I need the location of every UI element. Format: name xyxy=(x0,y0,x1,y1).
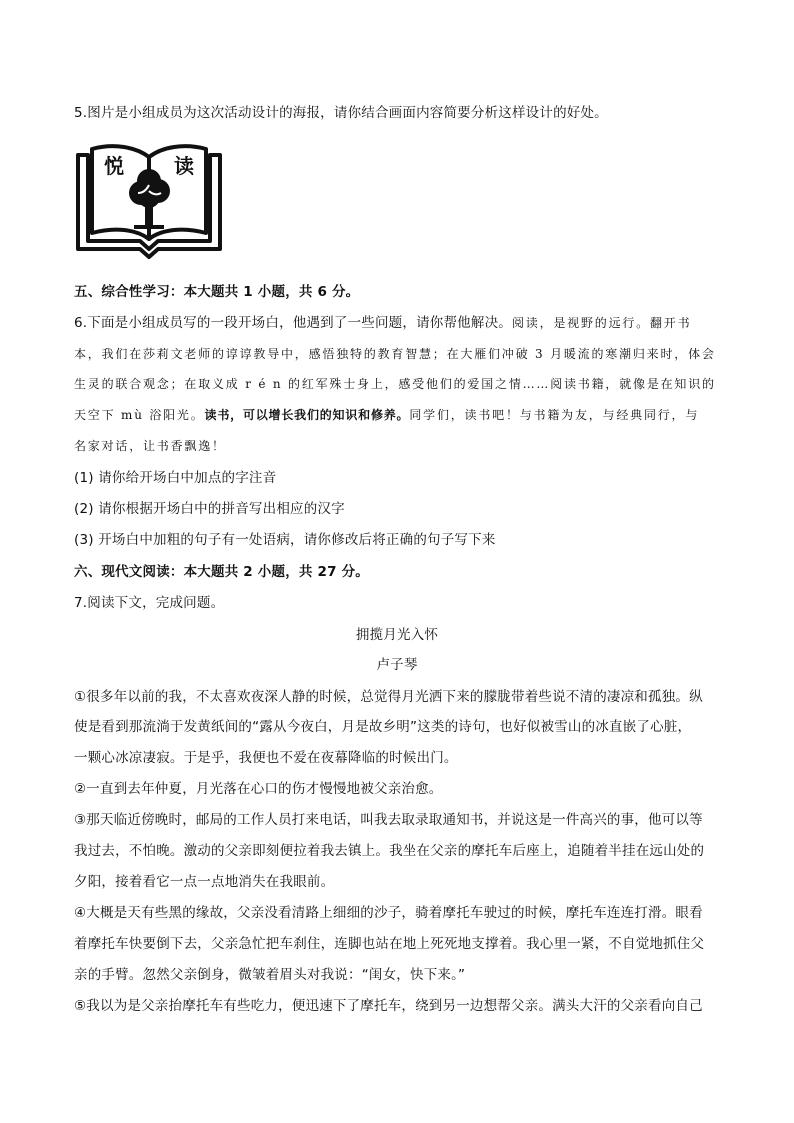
article-line: ③那天临近傍晚时，邮局的工作人员打来电话，叫我去取录取通知书，并说这是一件高兴的事，他可以等 xyxy=(74,812,703,828)
opening-speech-line-4 xyxy=(74,406,720,424)
article-line: 我过去，不怕晚。激动的父亲即刻便拉着我去镇上。我坐在父亲的摩托车后座上，追随着半挂在远山处的 xyxy=(74,843,705,859)
opening-speech-line-4-rest: 同学们，读书吧！与书籍为友，与经典同行，与 xyxy=(409,408,700,422)
article-author: 卢子琴 xyxy=(376,657,418,673)
opening-speech-pinyin-segment: 天空下 mù 浴阳光。 xyxy=(74,408,205,422)
poster-char-left: 悦 xyxy=(104,154,124,178)
section-5-heading: 五、综合性学习：本大题共 1 小题，共 6 分。 xyxy=(74,284,360,300)
question-6-sub-3: (3) 开场白中加粗的句子有一处语病，请你修改后将正确的句子写下来 xyxy=(74,532,496,548)
article-line: ①很多年以前的我，不太喜欢夜深人静的时候，总觉得月光洒下来的朦胧带着些说不清的凄凉和孤独。纵 xyxy=(74,689,703,705)
opening-speech-line-2: 本，我们在莎莉文老师的谆谆教导中，感悟独特的教育智慧；在大雁们冲破 3 月暖流的寒潮归来时，体会 xyxy=(74,347,716,361)
section-6-heading: 六、现代文阅读：本大题共 2 小题，共 27 分。 xyxy=(74,564,369,580)
question-6-line-1 xyxy=(74,314,720,332)
reading-poster-image xyxy=(74,141,224,261)
question-6-sub-2: (2) 请你根据开场白中的拼音写出相应的汉字 xyxy=(74,501,345,517)
article-line: 使是看到那流淌于发黄纸间的“露从今夜白，月是故乡明”这类的诗句，也好似被雪山的冰直嵌了心脏， xyxy=(74,719,692,735)
article-line: 一颗心冰凉凄寂。于是乎，我便也不爱在夜幕降临的时候出门。 xyxy=(74,750,458,766)
question-5-text: 5.图片是小组成员为这次活动设计的海报，请你结合画面内容简要分析这样设计的好处。 xyxy=(74,105,608,121)
article-line: 亲的手臂。忽然父亲倒身，微皱着眉头对我说：“闺女，快下来。” xyxy=(74,967,466,983)
opening-speech-bold-sentence: 读书，可以增长我们的知识和修养。 xyxy=(204,408,410,422)
article-line: ⑤我以为是父亲抬摩托车有些吃力，便迅速下了摩托车，绕到另一边想帮父亲。满头大汗的父亲看向自己 xyxy=(74,998,703,1014)
article-line: 夕阳，接着看它一点一点地消失在我眼前。 xyxy=(74,874,335,890)
question-7-instruction: 7.阅读下文，完成问题。 xyxy=(74,595,225,611)
opening-speech-line-1: 阅读，是视野的远行。翻开书 xyxy=(511,316,692,330)
poster-char-right: 读 xyxy=(174,154,194,178)
article-title: 拥揽月光入怀 xyxy=(355,627,439,643)
question-6-sub-1: (1) 请你给开场白中加点的字注音 xyxy=(74,470,277,486)
article-line: 着摩托车快要倒下去，父亲急忙把车刹住，连脚也站在地上死死地支撑着。我心里一紧，不自觉地抓住父 xyxy=(74,936,705,952)
opening-speech-line-3: 生灵的联合观念；在取义成 r é n 的红军殊士身上，感受他们的爱国之情……阅读书籍，就像是在知识的 xyxy=(74,377,716,391)
opening-speech-line-5: 名家对话，让书香飘逸！ xyxy=(74,439,226,453)
question-6-intro: 6.下面是小组成员写的一段开场白，他遇到了一些问题，请你帮他解决。 xyxy=(74,315,512,331)
article-line: ④大概是天有些黑的缘故，父亲没看清路上细细的沙子，骑着摩托车驶过的时候，摩托车连连打滑。眼看 xyxy=(74,905,703,921)
article-line: ②一直到去年仲夏，月光落在心口的伤才慢慢地被父亲治愈。 xyxy=(74,781,443,797)
